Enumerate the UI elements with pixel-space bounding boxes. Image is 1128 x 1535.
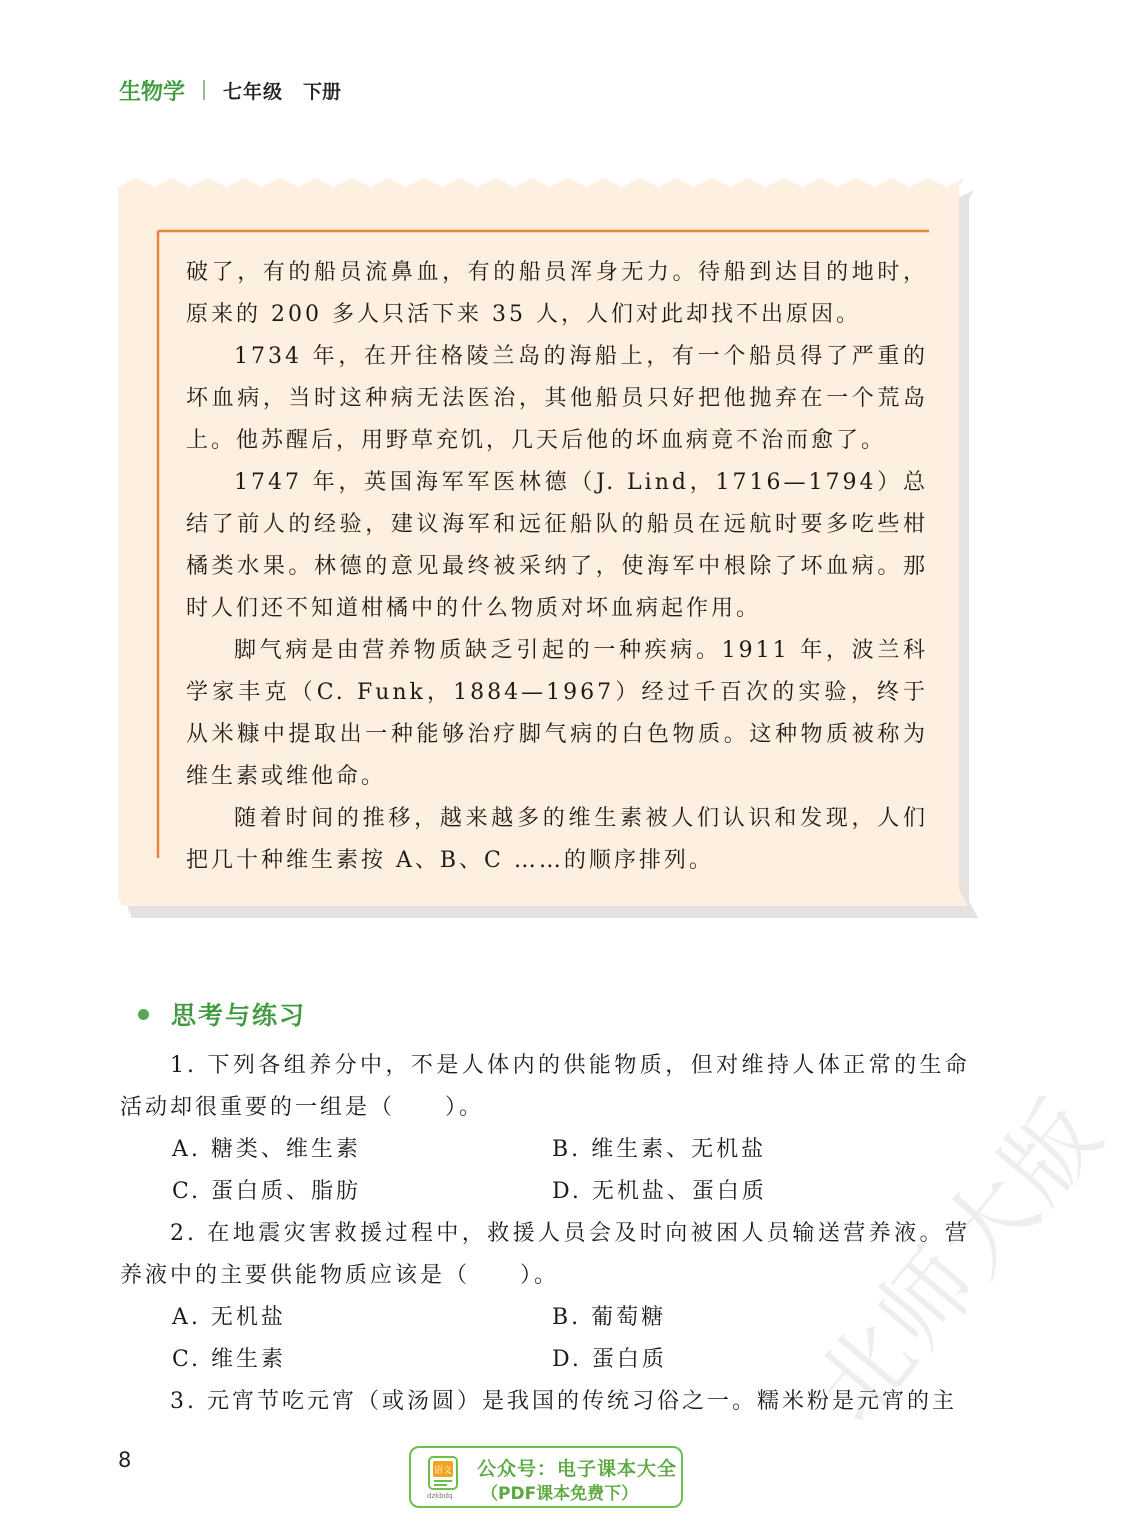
question-3: 3. 元宵节吃元宵（或汤圆）是我国的传统习俗之一。糯米粉是元宵的主 — [170, 1389, 957, 1414]
book-icon — [425, 1454, 463, 1492]
option-a: A. 无机盐 — [172, 1305, 286, 1330]
card-paragraph: 随着时间的推移，越来越多的维生素被人们认识和发现，人们把几十种维生素按 A、B、C ……的顺序排列。 — [186, 806, 928, 873]
section-title-text: 思考与练习 — [171, 1001, 307, 1030]
option-a: A. 糖类、维生素 — [172, 1137, 361, 1162]
promo-brand: dzkbdq — [427, 1492, 453, 1500]
option-d: D. 蛋白质 — [552, 1347, 667, 1372]
option-b: B. 葡萄糖 — [552, 1305, 667, 1330]
volume-label: 下册 — [303, 80, 342, 103]
promo-line-2: （PDF课本免费下） — [481, 1484, 639, 1504]
publisher-watermark: 北师大版 — [795, 1078, 1125, 1442]
book-icon-label: 语文 — [433, 1466, 453, 1476]
card-paragraph: 1734 年，在开往格陵兰岛的海船上，有一个船员得了严重的坏血病，当时这种病无法医治，其他船员只好把他抛弃在一个荒岛上。他苏醒后，用野草充饥，几天后他的坏血病竟不治而愈了。 — [186, 344, 928, 453]
card-paragraph: 1747 年，英国海军军医林德（J. Lind，1716—1794）总结了前人的经验，建议海军和远征船队的船员在远航时要多吃些柑橘类水果。林德的意见最终被采纳了，使海军中根除了坏血病。那时人们还不知道柑橘中的什么物质对坏血病起作用。 — [186, 470, 928, 621]
option-row — [120, 1171, 970, 1213]
option-c: C. 蛋白质、脂肪 — [172, 1179, 362, 1204]
page-header — [119, 74, 341, 106]
bullet-dot-icon — [138, 1009, 149, 1020]
card-paragraph: 脚气病是由营养物质缺乏引起的一种疾病。1911 年，波兰科学家丰克（C. Funk，1884—1967）经过千百次的实验，终于从米糠中提取出一种能够治疗脚气病的白色物质。这种物质被称为维生素或维他命。 — [186, 638, 928, 789]
page-number: 8 — [118, 1448, 132, 1472]
question-1: 1. 下列各组养分中，不是人体内的供能物质，但对维持人体正常的生命活动却很重要的一组是（ ）。 — [120, 1053, 970, 1120]
option-d: D. 无机盐、蛋白质 — [552, 1179, 767, 1204]
promo-line-1: 公众号：电子课本大全 — [477, 1458, 678, 1480]
header-divider — [203, 80, 205, 100]
card-paragraph: 破了，有的船员流鼻血，有的船员浑身无力。待船到达目的地时，原来的 200 多人只活下来 35 人，人们对此却找不出原因。 — [186, 260, 928, 327]
question-2: 2. 在地震灾害救援过程中，救援人员会及时向被困人员输送营养液。营养液中的主要供能物质应该是（ ）。 — [120, 1221, 970, 1288]
grade-label: 七年级 — [223, 80, 284, 103]
promo-badge[interactable] — [409, 1446, 683, 1508]
card-body — [186, 252, 928, 882]
option-b: B. 维生素、无机盐 — [552, 1137, 767, 1162]
subject-title: 生物学 — [119, 79, 186, 105]
section-heading — [138, 994, 306, 1034]
option-row — [120, 1129, 970, 1171]
option-c: C. 维生素 — [172, 1347, 287, 1372]
